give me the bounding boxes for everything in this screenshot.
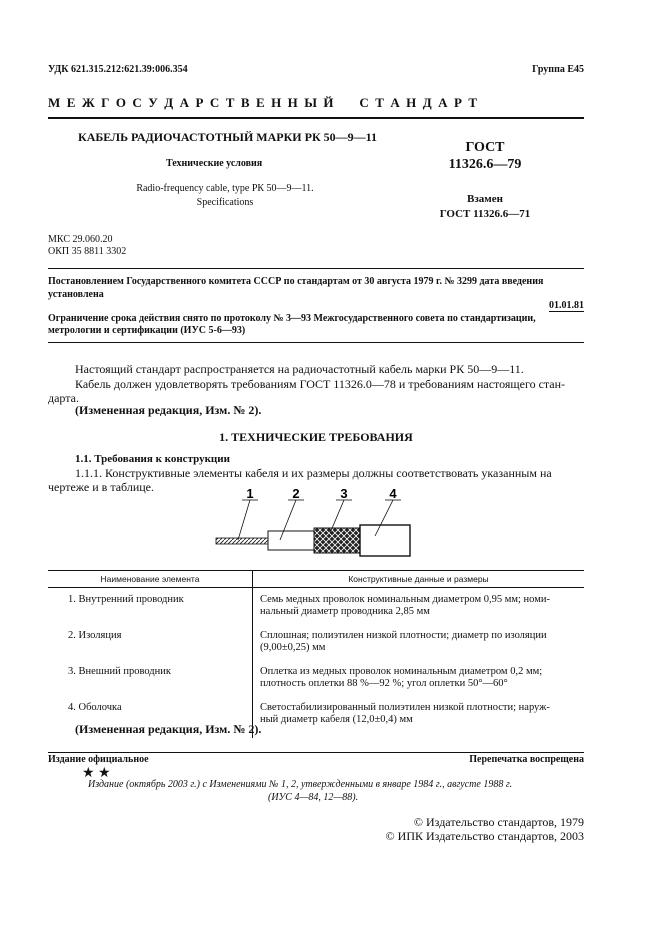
row-data-line: (9,00±0,25) мм [260,642,326,653]
insulation-shape [268,531,318,550]
udk-code: УДК 621.315.212:621.39:006.354 [48,64,188,75]
okp-code: ОКП 35 8811 3302 [48,246,127,257]
intro-paragraph-2: Кабель должен удовлетворять требованиям ГОСТ 11326.0—78 и требованиям настоящего стан- [75,377,566,391]
jacket-shape [360,525,410,556]
row-element-data [253,660,585,696]
group-code: Группа Е45 [532,64,584,75]
row-element-data [253,696,585,738]
header-rule [48,117,584,119]
decree-line-1: Постановлением Государственного комитета СССР по стандартам от 30 августа 1979 г. № 3299 дата введения [48,276,544,287]
inner-conductor-shape [216,538,272,544]
gost-label: ГОСТ [465,140,505,155]
english-subtitle: Specifications [196,197,254,208]
decree-rule [48,342,584,343]
section-heading: 1. ТЕХНИЧЕСКИЕ ТРЕБОВАНИЯ [219,430,413,444]
callout-4: 4 [389,488,397,501]
row-element-data [253,588,585,625]
row-data-line: Сплошная; полиэтилен низкой плотности; диаметр по изоляции [260,630,547,641]
table-header-element: Наименование элемента [48,571,253,588]
footer-rule [48,752,584,753]
copyright-1979: © Издательство стандартов, 1979 [413,815,584,829]
clause-1-1-1-cont: чертеже и в таблице. [48,480,155,494]
intro-paragraph-2-cont: дарта. [48,391,79,405]
edition-line-1: Издание (октябрь 2003 г.) с Изменениями № 1, 2, утвержденными в январе 1984 г., августе 1988 г. [88,779,513,790]
cable-drawing [200,488,430,558]
callout-2: 2 [292,488,300,501]
limit-line-1: Ограничение срока действия снято по протоколу № 3—93 Межгосударственного совета по стандартизации, [48,313,536,324]
table-row [48,588,584,625]
intro-amended: (Измененная редакция, Изм. № 2). [75,403,262,417]
row-data-line: Оплетка из медных проволок номинальным диаметром 0,2 мм; [260,666,543,677]
callout-leader-1 [238,500,250,540]
limit-line-2: метрологии и сертификации (ИУС 5-6—93) [48,325,246,336]
english-title: Radio-frequency cable, type РК 50—9—11. [136,183,314,194]
clause-1-1-1: 1.1.1. Конструктивные элементы кабеля и их размеры должны соответствовать указанным на [75,466,552,480]
table-header-data: Конструктивные данные и размеры [253,571,585,588]
standard-banner: М Е Ж Г О С У Д А Р С Т В Е Н Н Ы Й С Т А Н Д А Р Т [48,95,479,110]
sub-heading: 1.1. Требования к конструкции [75,453,230,465]
intro-paragraph-1: Настоящий стандарт распространяется на радиочастотный кабель марки РК 50—9—11. [75,362,524,376]
codes-rule [48,268,584,269]
table-row [48,624,584,660]
edition-line-2: (ИУС 4—84, 12—88). [268,792,359,803]
gost-number: 11326.6—79 [448,157,522,172]
row-data-line: Светостабилизированный полиэтилен низкой плотности; наруж- [260,702,550,713]
row-data-line: ный диаметр кабеля (12,0±0,4) мм [260,714,413,725]
row-element-name: 3. Внешний проводник [68,666,171,677]
row-data-line: нальный диаметр проводника 2,85 мм [260,606,430,617]
row-element-name: 2. Изоляция [68,630,122,641]
document-title: КАБЕЛЬ РАДИОЧАСТОТНЫЙ МАРКИ РК 50—9—11 [78,130,378,144]
row-element-name: 1. Внутренний проводник [68,594,184,605]
decree-line-2: установлена [48,289,104,300]
reprint-notice: Перепечатка воспрещена [469,754,584,765]
effective-date: 01.01.81 [549,300,584,311]
outer-conductor-shape [314,528,362,553]
copyright-2003: © ИПК Издательство стандартов, 2003 [385,829,584,843]
construction-table [48,570,584,738]
row-element-name: 4. Оболочка [68,702,122,713]
official-edition: Издание официальное [48,754,149,765]
row-element-data [253,624,585,660]
callout-1: 1 [246,488,254,501]
row-data-line: Семь медных проволок номинальным диаметром 0,95 мм; номи- [260,594,550,605]
stars-mark: ★ ★ [82,766,111,781]
replaces-label: Взамен [467,193,503,205]
document-subtitle: Технические условия [166,158,263,169]
callout-3: 3 [340,488,348,501]
table-amended: (Измененная редакция, Изм. № 2). [75,722,262,736]
mks-code: МКС 29.060.20 [48,234,113,245]
row-data-line: плотность оплетки 88 %—92 %; угол оплетки 50°—60° [260,678,508,689]
replaces-number: ГОСТ 11326.6—71 [439,208,531,220]
table-row [48,660,584,696]
